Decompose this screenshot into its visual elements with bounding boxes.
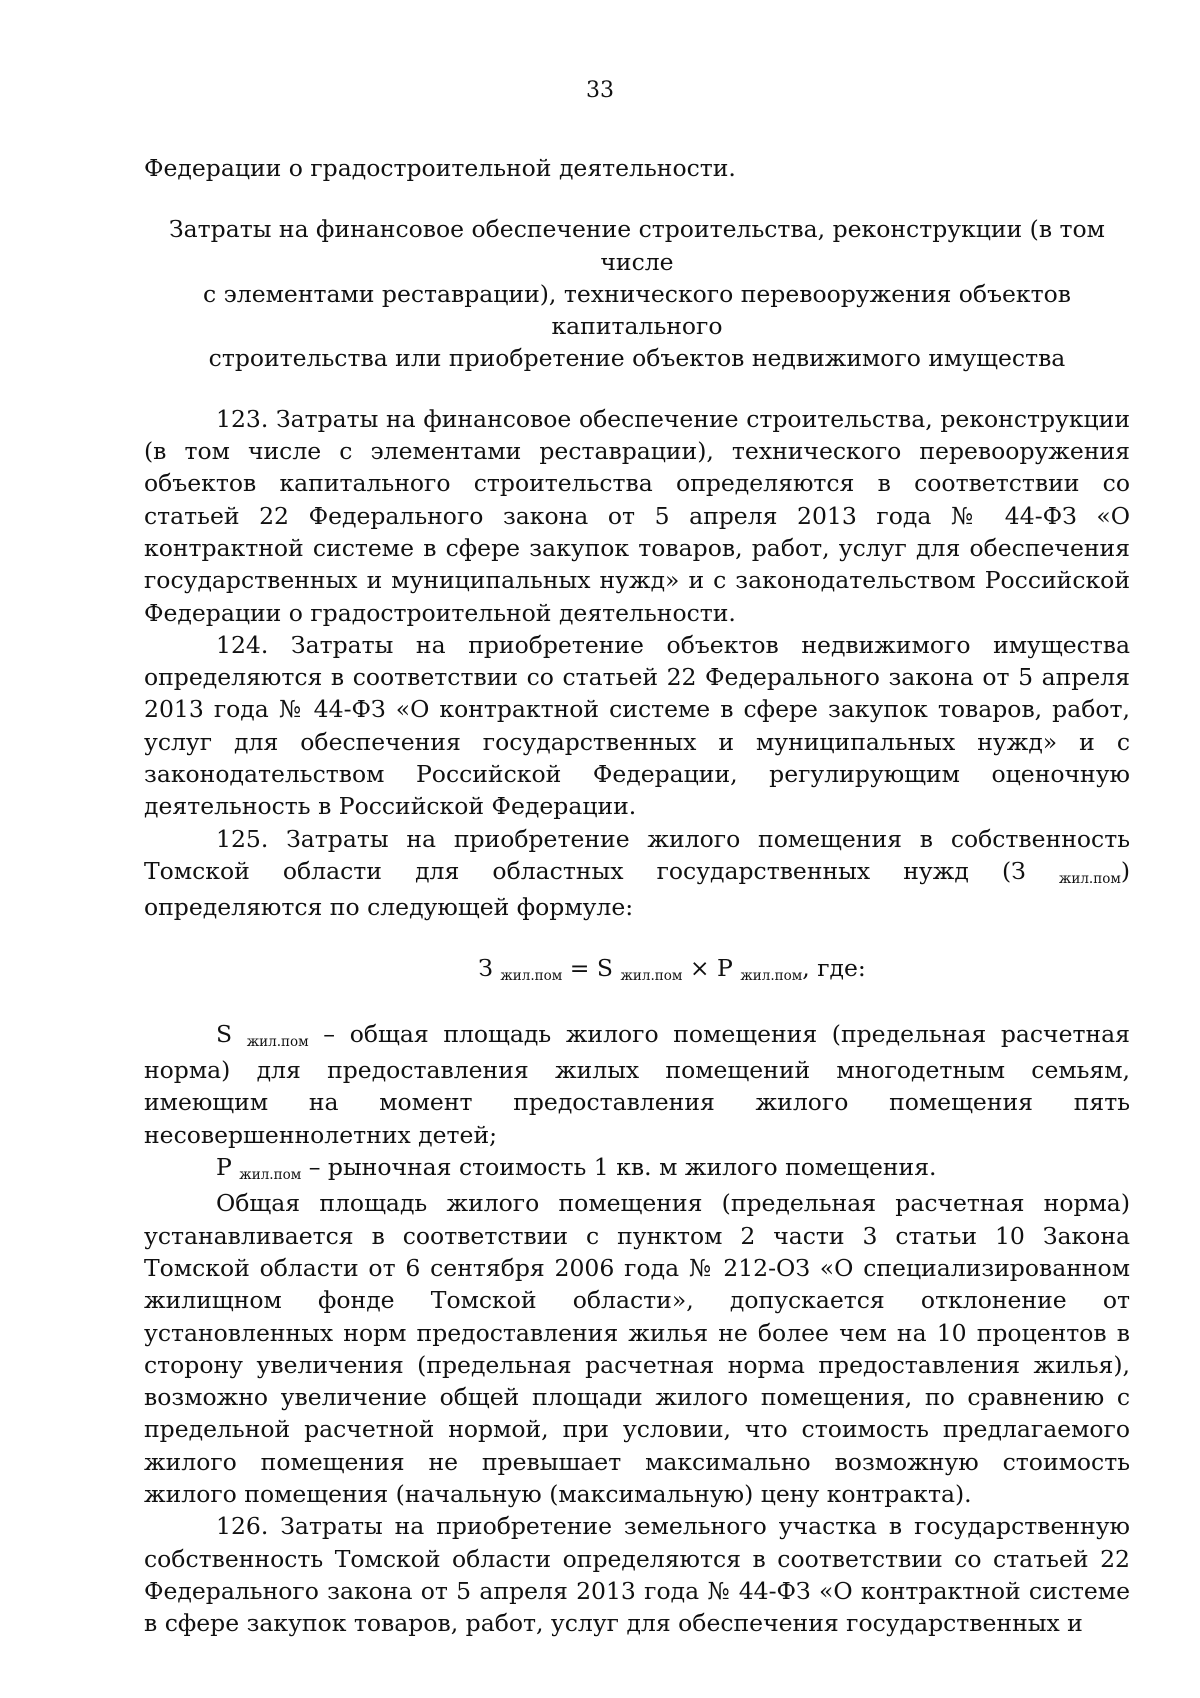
- definition-p: [144, 1151, 1130, 1187]
- formula-equals: =: [562, 953, 597, 982]
- definition-s-subscript: жил.пом: [246, 1033, 309, 1050]
- definition-p-subscript: жил.пом: [239, 1167, 302, 1184]
- definition-p-text: – рыночная стоимость 1 кв. м жилого помещения.: [301, 1153, 937, 1182]
- paragraph-126: 126. Затраты на приобретение земельного участка в государственную собственность Томской области определяются в соответствии со статьей 22 Федерального закона от 5 апреля 2013 года № 44-ФЗ «О контрактной системе в сфере закупок товаров, работ, услуг для обеспечения государственных и: [144, 1512, 1130, 1638]
- heading-line-3: капитального: [551, 312, 723, 341]
- section-heading: [144, 213, 1130, 374]
- page-number: 33: [586, 78, 614, 103]
- formula-s-symbol: S: [596, 953, 613, 982]
- norm-paragraph: Общая площадь жилого помещения (предельная расчетная норма) устанавливается в соответствии с пунктом 2 части 3 статьи 10 Закона Томской области от 6 сентября 2006 года № 212-ОЗ «О специализированном жилищном фонде Томской области», допускается отклонение от установленных норм предоставления жилья не более чем на 10 процентов в сторону увеличения (предельная расчетная норма предоставления жилья), возможно увеличение общей площади жилого помещения, по сравнению с предельной расчетной нормой, при условии, что стоимость предлагаемого жилого помещения не превышает максимально возможную стоимость жилого помещения (начальную (максимальную) цену контракта).: [144, 1189, 1130, 1508]
- continuation-line: Федерации о градостроительной деятельности.: [144, 154, 736, 182]
- heading-line-4: строительства или приобретение объектов недвижимого имущества: [208, 344, 1066, 373]
- definition-s-text: – общая площадь жилого помещения (предельная расчетная норма) для предоставления жилых помещений многодетным семьям, имеющим на момент предоставления жилого помещения пять несовершеннолетних детей;: [144, 1019, 1130, 1149]
- paragraph-125: [144, 823, 1130, 924]
- formula-p-subscript: жил.пом: [740, 967, 803, 984]
- formula-p-symbol: Р: [717, 953, 733, 982]
- formula-s-subscript: жил.пом: [620, 967, 683, 984]
- formula-tail: , где:: [802, 953, 866, 982]
- paragraph-124: 124. Затраты на приобретение объектов недвижимого имущества определяются в соответствии со статьей 22 Федерального закона от 5 апреля 2013 года № 44-ФЗ «О контрактной системе в сфере закупок товаров, работ, услуг для обеспечения государственных и муниципальных нужд» и с законодательством Российской Федерации, регулирующим оценочную деятельность в Российской Федерации.: [144, 630, 1130, 821]
- definition-s-symbol: S: [216, 1019, 233, 1048]
- formula-times: ×: [682, 953, 718, 982]
- formula-z-subscript: жил.пом: [500, 967, 563, 984]
- heading-line-1: Затраты на финансовое обеспечение строительства, реконструкции (в том числе: [169, 215, 1105, 276]
- formula: [144, 952, 1130, 988]
- document-body: [144, 152, 1130, 1639]
- paragraph-125-text-end: ) определяются по следующей формуле:: [144, 856, 1130, 922]
- definition-p-symbol: Р: [216, 1153, 232, 1182]
- formula-z-symbol: З: [478, 953, 493, 982]
- definition-s: [144, 1018, 1130, 1151]
- paragraph-125-subscript: жил.пом: [1058, 870, 1121, 887]
- paragraph-125-text-start: 125. Затраты на приобретение жилого помещения в собственность Томской области для областных государственных нужд (З: [144, 824, 1130, 885]
- heading-line-2: с элементами реставрации), технического перевооружения объектов: [203, 279, 1071, 308]
- paragraph-123: 123. Затраты на финансовое обеспечение строительства, реконструкции (в том числе с элементами реставрации), технического перевооружения объектов капитального строительства определяются в соответствии со статьей 22 Федерального закона от 5 апреля 2013 года № 44-ФЗ «О контрактной системе в сфере закупок товаров, работ, услуг для обеспечения государственных и муниципальных нужд» и с законодательством Российской Федерации о градостроительной деятельности.: [144, 404, 1130, 627]
